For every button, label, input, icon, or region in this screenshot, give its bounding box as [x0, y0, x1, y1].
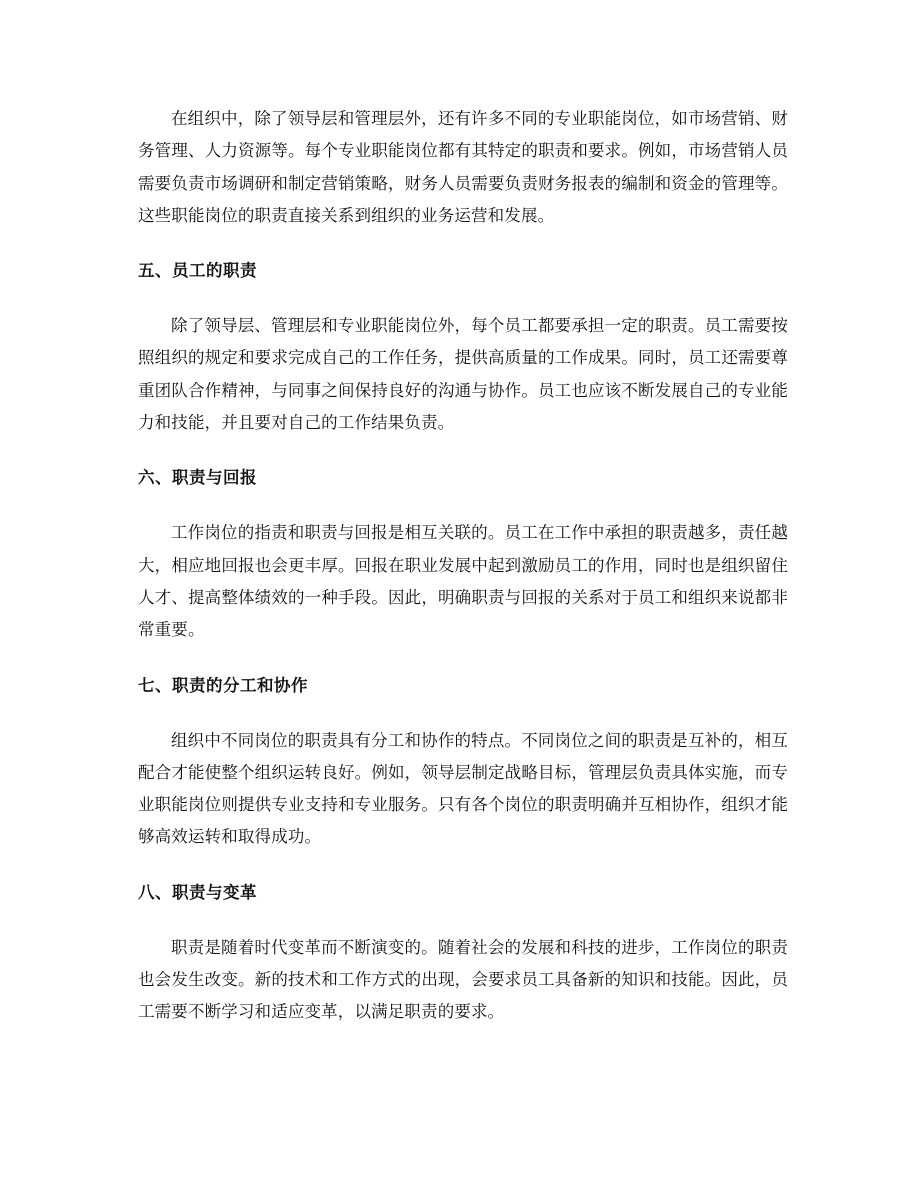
spacer — [138, 439, 788, 466]
section-heading-6: 六、职责与回报 — [138, 468, 257, 488]
document-content — [138, 103, 788, 1029]
section-body-7: 组织中不同岗位的职责具有分工和协作的特点。不同岗位之间的职责是互补的，相互配合才能使整个组织运转良好。例如，领导层制定战略目标，管理层负责具体实施，而专业职能岗位则提供专业支持和专业服务。只有各个岗位的职责明确并互相协作，组织才能够高效运转和取得成功。 — [138, 730, 788, 847]
spacer — [138, 698, 788, 725]
spacer — [138, 232, 788, 259]
spacer — [138, 490, 788, 517]
section-heading-7: 七、职责的分工和协作 — [138, 675, 308, 695]
section-heading-5: 五、员工的职责 — [138, 261, 257, 281]
section-body-6: 工作岗位的指责和职责与回报是相互关联的。员工在工作中承担的职责越多，责任越大，相应地回报也会更丰厚。回报在职业发展中起到激励员工的作用，同时也是组织留住人才、提高整体绩效的一种手段。因此，明确职责与回报的关系对于员工和组织来说都非常重要。 — [138, 523, 788, 640]
intro-paragraph: 在组织中，除了领导层和管理层外，还有许多不同的专业职能岗位，如市场营销、财务管理、人力资源等。每个专业职能岗位都有其特定的职责和要求。例如，市场营销人员需要负责市场调研和制定营销策略，财务人员需要负责财务报表的编制和资金的管理等。这些职能岗位的职责直接关系到组织的业务运营和发展。 — [138, 109, 788, 225]
spacer — [138, 283, 788, 310]
section-body-5: 除了领导层、管理层和专业职能岗位外，每个员工都要承担一定的职责。员工需要按照组织的规定和要求完成自己的工作任务，提供高质量的工作成果。同时，员工还需要尊重团队合作精神，与同事之间保持良好的沟通与协作。员工也应该不断发展自己的专业能力和技能，并且要对自己的工作结果负责。 — [138, 316, 788, 433]
section-heading-8: 八、职责与变革 — [138, 882, 257, 902]
spacer — [138, 647, 788, 674]
spacer — [138, 854, 788, 881]
section-body-8: 职责是随着时代变革而不断演变的。随着社会的发展和科技的进步，工作岗位的职责也会发生改变。新的技术和工作方式的出现，会要求员工具备新的知识和技能。因此，员工需要不断学习和适应变革，以满足职责的要求。 — [138, 937, 788, 1022]
spacer — [138, 905, 788, 932]
